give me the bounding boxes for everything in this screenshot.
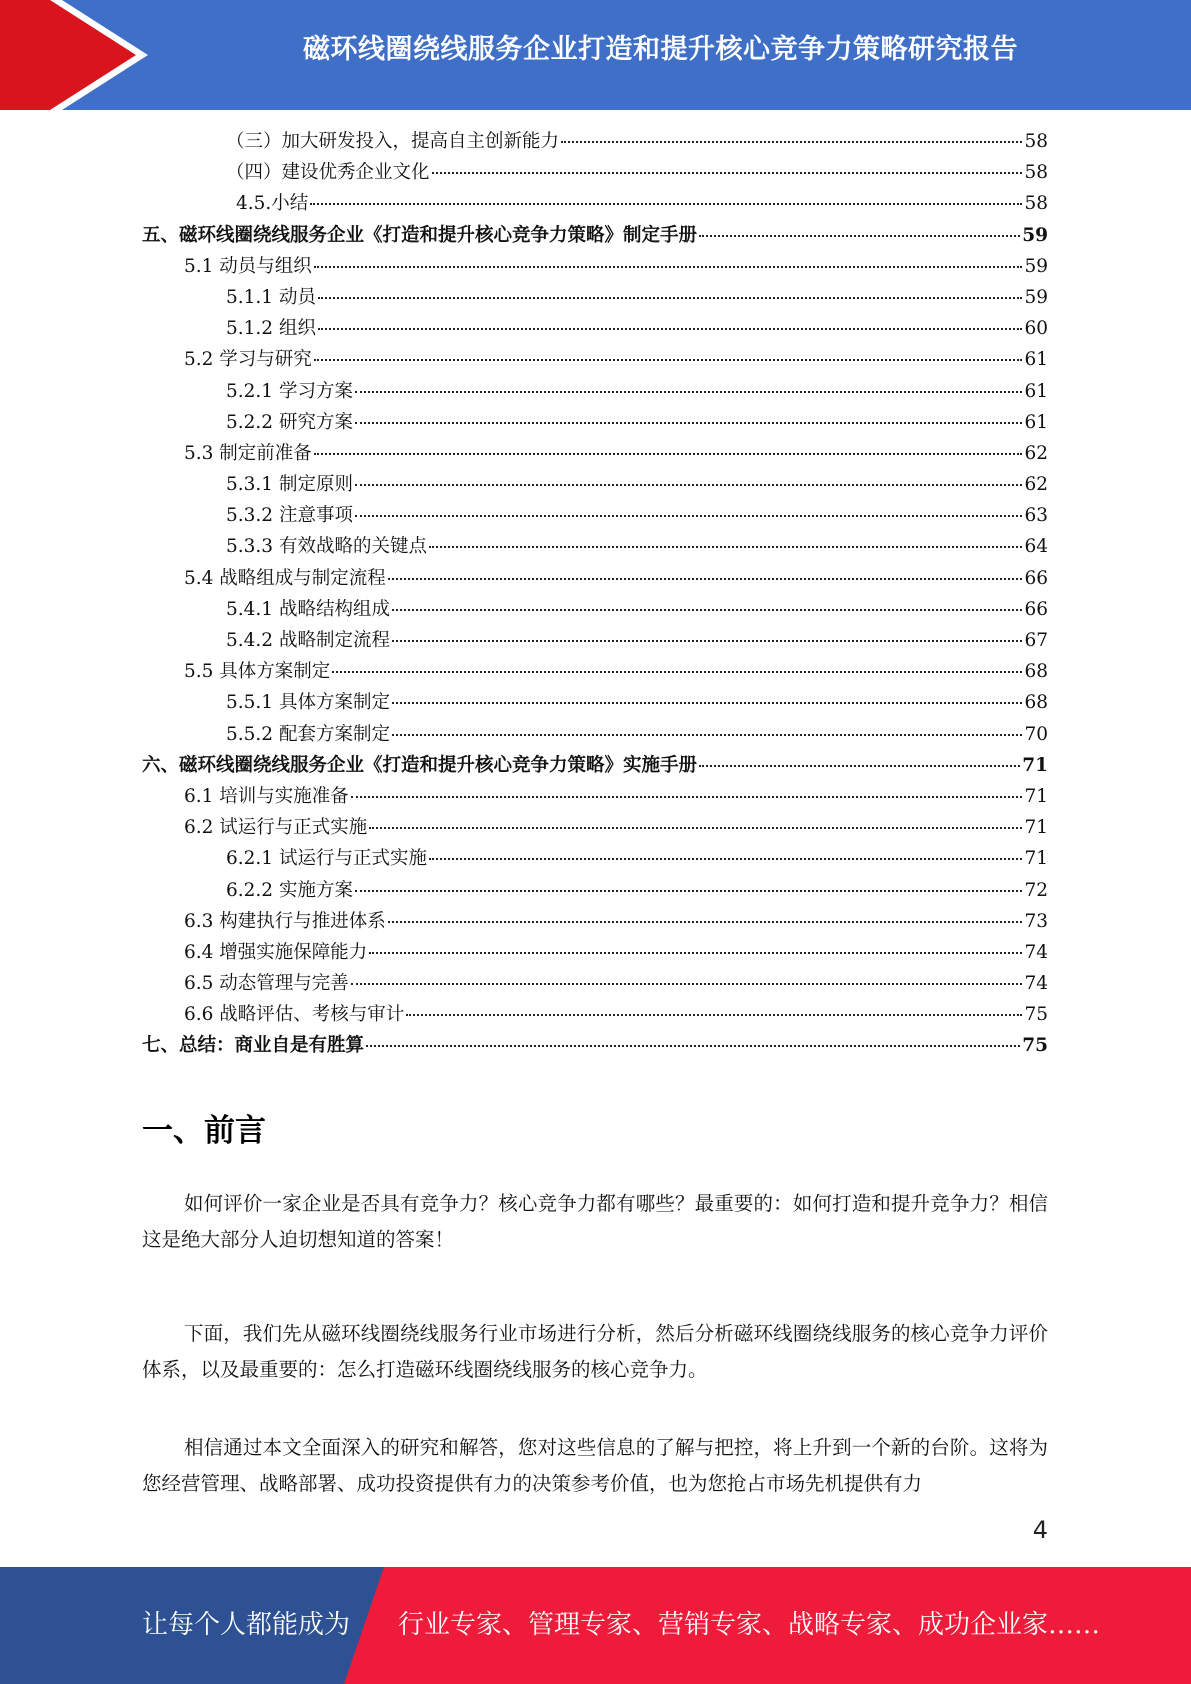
toc-entry[interactable] (142, 376, 1048, 407)
toc-dot-leader (314, 453, 1023, 455)
toc-entry[interactable] (142, 531, 1048, 562)
toc-entry[interactable] (142, 719, 1048, 750)
toc-entry-label: 6.2.2 实施方案 (226, 879, 353, 901)
toc-entry[interactable] (142, 313, 1048, 344)
toc-entry-page: 60 (1024, 318, 1048, 340)
section-title: 一、前言 (142, 1113, 266, 1149)
toc-entry-page: 66 (1024, 567, 1048, 589)
toc-entry-page: 70 (1024, 723, 1048, 745)
toc-dot-leader (392, 640, 1022, 642)
toc-entry[interactable] (142, 875, 1048, 906)
toc-entry-label: 5.3.1 制定原则 (226, 474, 353, 496)
toc-entry-page: 62 (1024, 474, 1048, 496)
page-number: 4 (1032, 1516, 1048, 1544)
toc-entry-label: （四）建设优秀企业文化 (226, 162, 430, 184)
toc-dot-leader (392, 609, 1022, 611)
toc-entry-page: 71 (1024, 817, 1048, 839)
toc-entry[interactable] (142, 843, 1048, 874)
toc-entry-page: 59 (1024, 255, 1048, 277)
toc-entry-label: 6.3 构建执行与推进体系 (184, 910, 386, 932)
toc-entry-page: 74 (1024, 941, 1048, 963)
toc-dot-leader (314, 266, 1023, 268)
toc-dot-leader (699, 765, 1020, 767)
toc-dot-leader (355, 391, 1023, 393)
toc-entry-label: 5.5 具体方案制定 (184, 661, 331, 683)
toc-dot-leader (332, 671, 1022, 673)
toc-entry[interactable] (142, 220, 1048, 251)
toc-dot-leader (318, 328, 1023, 330)
toc-entry[interactable] (142, 188, 1048, 219)
toc-entry-label: 5.2 学习与研究 (184, 349, 312, 371)
toc-entry-label: 六、磁环线圈绕线服务企业《打造和提升核心竞争力策略》实施手册 (142, 754, 698, 776)
toc-dot-leader (432, 172, 1023, 174)
toc-entry-page: 63 (1024, 505, 1048, 527)
toc-entry-page: 61 (1024, 380, 1048, 402)
toc-dot-leader (429, 858, 1022, 860)
toc-entry[interactable] (142, 126, 1048, 157)
toc-dot-leader (355, 890, 1023, 892)
toc-entry-label: 5.2.2 研究方案 (226, 411, 353, 433)
header-title: 磁环线圈绕线服务企业打造和提升核心竞争力策略研究报告 (303, 34, 1018, 65)
toc-entry[interactable] (142, 563, 1048, 594)
toc-entry-page: 68 (1024, 661, 1048, 683)
toc-entry-page: 67 (1024, 630, 1048, 651)
toc-entry-label: 5.3 制定前准备 (184, 442, 312, 464)
toc-dot-leader (429, 546, 1022, 548)
toc-entry-label: 6.2 试运行与正式实施 (184, 817, 368, 839)
toc-entry[interactable] (142, 282, 1048, 313)
toc-entry-label: 6.5 动态管理与完善 (184, 973, 349, 995)
toc-entry-label: 五、磁环线圈绕线服务企业《打造和提升核心竞争力策略》制定手册 (142, 224, 698, 246)
toc-entry-page: 58 (1024, 162, 1048, 184)
toc-entry-label: 5.2.1 学习方案 (226, 380, 353, 402)
toc-entry[interactable] (142, 625, 1048, 656)
toc-entry[interactable] (142, 344, 1048, 375)
toc-entry-page: 66 (1024, 598, 1048, 620)
toc-entry-label: 4.5.小结 (236, 193, 309, 215)
toc-entry-page: 61 (1024, 349, 1048, 371)
toc-dot-leader (561, 141, 1022, 143)
toc-entry-label: 6.6 战略评估、考核与审计 (184, 1004, 405, 1026)
toc-entry-label: 6.2.1 试运行与正式实施 (226, 848, 427, 870)
toc-entry[interactable] (142, 594, 1048, 625)
page-header (0, 0, 1191, 110)
toc-entry-page: 62 (1024, 442, 1048, 464)
toc-entry-page: 61 (1024, 411, 1048, 433)
toc-dot-leader (310, 203, 1022, 205)
toc-entry-label: 6.4 增强实施保障能力 (184, 941, 368, 963)
toc-dot-leader (392, 734, 1022, 736)
toc-entry[interactable] (142, 438, 1048, 469)
toc-entry-label: 6.1 培训与实施准备 (184, 785, 349, 807)
toc-dot-leader (406, 1014, 1022, 1016)
toc-entry[interactable] (142, 687, 1048, 718)
toc-entry-page: 71 (1022, 754, 1048, 776)
toc-entry-page: 73 (1024, 910, 1048, 932)
toc-entry[interactable] (142, 251, 1048, 282)
toc-entry-label: 5.5.1 具体方案制定 (226, 692, 390, 714)
toc-entry[interactable] (142, 968, 1048, 999)
toc-entry-page: 58 (1024, 193, 1048, 215)
toc-entry-label: 5.4.1 战略结构组成 (226, 598, 390, 620)
toc-entry-page: 75 (1022, 1035, 1048, 1057)
toc-entry[interactable] (142, 750, 1048, 781)
toc-entry[interactable] (142, 500, 1048, 531)
toc-dot-leader (699, 235, 1020, 237)
paragraph-2: 下面，我们先从磁环线圈绕线服务行业市场进行分析，然后分析磁环线圈绕线服务的核心竞争力评价体系，以及最重要的：怎么打造磁环线圈绕线服务的核心竞争力。 (142, 1322, 1048, 1381)
toc-entry-page: 68 (1024, 692, 1048, 714)
toc-entry-label: 5.4.2 战略制定流程 (226, 630, 390, 651)
toc-entry[interactable] (142, 157, 1048, 188)
toc-dot-leader (314, 359, 1023, 361)
toc-entry-label: 七、总结：商业自是有胜算 (142, 1035, 365, 1057)
toc-entry-label: 5.1.2 组织 (226, 318, 316, 340)
toc-entry[interactable] (142, 1030, 1048, 1061)
toc-dot-leader (355, 422, 1023, 424)
toc-dot-leader (351, 796, 1023, 798)
toc-entry-label: （三）加大研发投入，提高自主创新能力 (226, 131, 560, 152)
paragraph-1: 如何评价一家企业是否具有竞争力？核心竞争力都有哪些？最重要的：如何打造和提升竞争力？相信这是绝大部分人迫切想知道的答案！ (142, 1192, 1048, 1251)
toc-entry-page: 58 (1024, 131, 1048, 152)
page-footer (0, 1567, 1191, 1684)
toc-dot-leader (388, 921, 1023, 923)
toc-entry[interactable] (142, 906, 1048, 937)
footer-slogan-right: 行业专家、管理专家、营销专家、战略专家、成功企业家…… (398, 1610, 1101, 1640)
toc-entry-label: 5.1 动员与组织 (184, 255, 312, 277)
toc-entry-label: 5.4 战略组成与制定流程 (184, 567, 386, 589)
toc-dot-leader (392, 702, 1022, 704)
toc-entry-page: 59 (1022, 224, 1048, 246)
toc-dot-leader (318, 297, 1023, 299)
paragraph-3: 相信通过本文全面深入的研究和解答，您对这些信息的了解与把控，将上升到一个新的台阶。这将为您经营管理、战略部署、成功投资提供有力的决策参考价值，也为您抢占市场先机提供有力 (142, 1436, 1048, 1495)
toc-entry-page: 72 (1024, 879, 1048, 901)
toc-entry-label: 5.3.2 注意事项 (226, 505, 353, 527)
toc-entry-page: 74 (1024, 973, 1048, 995)
toc-entry[interactable] (142, 656, 1048, 687)
toc-entry[interactable] (142, 999, 1048, 1030)
toc-dot-leader (369, 952, 1022, 954)
toc-dot-leader (369, 827, 1022, 829)
toc-entry-page: 64 (1024, 536, 1048, 558)
toc-dot-leader (355, 484, 1023, 486)
toc-dot-leader (366, 1045, 1020, 1047)
toc-entry-page: 71 (1024, 785, 1048, 807)
toc-entry[interactable] (142, 781, 1048, 812)
toc-entry-page: 71 (1024, 848, 1048, 870)
toc-entry-label: 5.3.3 有效战略的关键点 (226, 536, 427, 558)
header-chevron-icon (0, 0, 160, 110)
toc-dot-leader (355, 515, 1023, 517)
toc-entry-page: 75 (1024, 1004, 1048, 1026)
toc-entry[interactable] (142, 812, 1048, 843)
toc-entry[interactable] (142, 937, 1048, 968)
toc-entry[interactable] (142, 407, 1048, 438)
toc-dot-leader (351, 983, 1023, 985)
toc-entry-label: 5.1.1 动员 (226, 286, 316, 308)
toc-entry-page: 59 (1024, 286, 1048, 308)
toc-dot-leader (388, 578, 1023, 580)
toc-entry[interactable] (142, 469, 1048, 500)
toc-entry-label: 5.5.2 配套方案制定 (226, 723, 390, 745)
footer-slogan-left: 让每个人都能成为 (142, 1610, 351, 1640)
table-of-contents (142, 126, 1048, 1062)
